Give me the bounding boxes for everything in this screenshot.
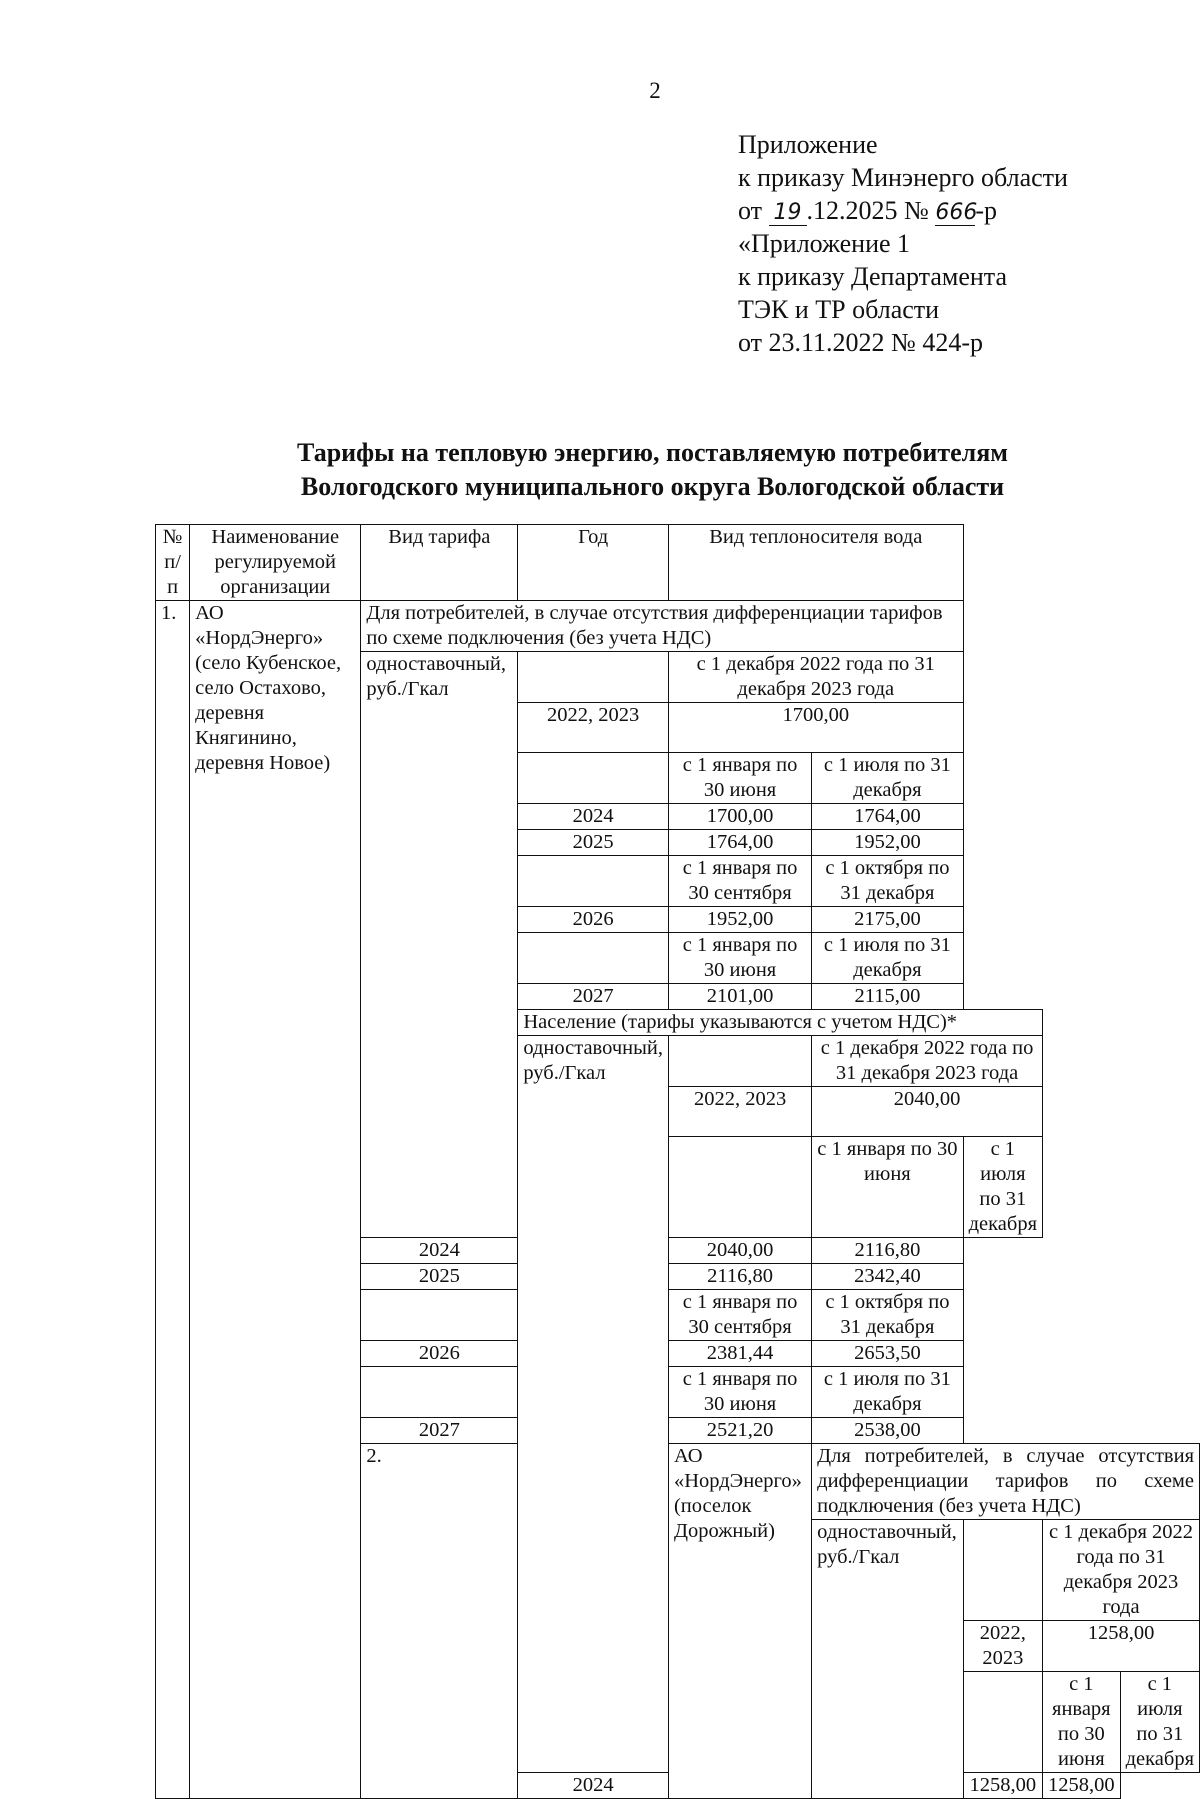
period-label: с 1 декабря 2022 года по 31 декабря 2023 года [1043, 1520, 1200, 1621]
tariff-type: одноставочный, руб./Гкал [812, 1520, 963, 1799]
year-cell [361, 1290, 518, 1341]
tariff-value: 2342,40 [812, 1264, 963, 1290]
tariff-value: 1700,00 [668, 703, 963, 753]
year-cell: 2024 [361, 1238, 518, 1264]
date-rest: .12.2025 № [806, 196, 936, 225]
tariff-type: одноставочный, руб./Гкал [361, 652, 518, 1238]
year-cell: 2025 [518, 830, 669, 856]
date-prefix: от [738, 196, 769, 225]
handwritten-day: 19 [769, 201, 807, 226]
period-label: с 1 января по 30 сентября [668, 856, 811, 907]
header-org: Наименование регулируемой организации [190, 525, 361, 601]
tariff-value: 1258,00 [1043, 1773, 1121, 1799]
appendix-line: к приказу Минэнерго области [738, 163, 1068, 192]
tariff-value: 1764,00 [812, 804, 963, 830]
tariff-value: 1258,00 [963, 1773, 1042, 1799]
year-cell [668, 1137, 811, 1238]
tariff-value: 2381,44 [668, 1341, 811, 1367]
year-cell: 2025 [361, 1264, 518, 1290]
period-label: с 1 октября по 31 декабря [812, 1290, 963, 1341]
tariff-type: одноставочный, руб./Гкал [518, 1036, 669, 1773]
year-cell [668, 1036, 811, 1087]
year-cell: 2022, 2023 [668, 1087, 811, 1137]
table-row [156, 601, 1200, 652]
org-number: 2. [361, 1444, 518, 1799]
consumer-group-label: Для потребителей, в случае отсутствия дифференциации тарифов по схеме подключения (без учета НДС) [812, 1444, 1200, 1520]
org-name: АО «НордЭнерго» (поселок Дорожный) [668, 1444, 811, 1799]
period-label: с 1 июля по 31 декабря [1120, 1672, 1199, 1773]
tariff-value: 2101,00 [668, 984, 811, 1010]
order-suffix: -р [975, 196, 998, 225]
year-cell: 2027 [518, 984, 669, 1010]
document-title [155, 436, 1150, 504]
appendix-block [738, 128, 1068, 359]
period-label: с 1 декабря 2022 года по 31 декабря 2023 года [668, 652, 963, 703]
year-cell [518, 856, 669, 907]
year-cell: 2024 [518, 1773, 669, 1799]
header-year: Год [518, 525, 669, 601]
header-tariff-type: Вид тарифа [361, 525, 518, 601]
tariff-value: 2040,00 [668, 1238, 811, 1264]
year-cell: 2027 [361, 1418, 518, 1444]
appendix-line: ТЭК и ТР области [738, 295, 940, 324]
consumer-group-label: Для потребителей, в случае отсутствия дифференциации тарифов по схеме подключения (без учета НДС) [361, 601, 963, 652]
year-cell [518, 652, 669, 703]
tariff-value: 2115,00 [812, 984, 963, 1010]
appendix-date-line [738, 194, 1068, 227]
org-name: АО «НордЭнерго» (село Кубенское, село Остахово, деревня Княгинино, деревня Новое) [190, 601, 361, 1799]
period-label: с 1 июля по 31 декабря [812, 753, 963, 804]
year-cell: 2022, 2023 [518, 703, 669, 753]
period-label: с 1 июля по 31 декабря [812, 933, 963, 984]
tariff-value: 1700,00 [668, 804, 811, 830]
year-cell: 2026 [518, 907, 669, 933]
period-label: с 1 июля по 31 декабря [963, 1137, 1042, 1238]
title-line: Вологодского муниципального округа Вологодской области [300, 472, 1005, 501]
year-cell [361, 1367, 518, 1418]
handwritten-order-number: 666 [935, 200, 978, 225]
tariff-value: 1764,00 [668, 830, 811, 856]
tariff-value: 2175,00 [812, 907, 963, 933]
period-label: с 1 июля по 31 декабря [812, 1367, 963, 1418]
tariff-value: 1258,00 [1043, 1621, 1200, 1672]
period-label: с 1 января по 30 июня [1043, 1672, 1121, 1773]
consumer-group-label: Население (тарифы указываются с учетом НДС)* [518, 1010, 1043, 1036]
year-cell [518, 753, 669, 804]
title-line: Тарифы на тепловую энергию, поставляемую потребителям [297, 438, 1008, 467]
tariff-value: 2538,00 [812, 1418, 963, 1444]
tariff-table [155, 524, 1200, 1799]
tariff-value: 2116,80 [668, 1264, 811, 1290]
year-cell: 2026 [361, 1341, 518, 1367]
org-number: 1. [156, 601, 190, 1799]
tariff-value: 2116,80 [812, 1238, 963, 1264]
period-label: с 1 января по 30 июня [812, 1137, 963, 1238]
period-label: с 1 января по 30 сентября [668, 1290, 811, 1341]
year-cell [518, 933, 669, 984]
period-label: с 1 октября по 31 декабря [812, 856, 963, 907]
period-label: с 1 декабря 2022 года по 31 декабря 2023 года [812, 1036, 1043, 1087]
page-number: 2 [649, 78, 661, 103]
year-cell [963, 1672, 1042, 1773]
header-num: № п/п [156, 525, 190, 601]
appendix-line: от 23.11.2022 № 424-р [738, 328, 984, 357]
year-cell: 2024 [518, 804, 669, 830]
appendix-line: «Приложение 1 [738, 229, 911, 258]
tariff-value: 2653,50 [812, 1341, 963, 1367]
table-header-row [156, 525, 1200, 601]
tariff-value: 1952,00 [668, 907, 811, 933]
tariff-value: 1952,00 [812, 830, 963, 856]
period-label: с 1 января по 30 июня [668, 933, 811, 984]
header-carrier: Вид теплоносителя вода [668, 525, 963, 601]
appendix-line: Приложение [738, 130, 878, 159]
appendix-line: к приказу Департамента [738, 262, 1008, 291]
year-cell [963, 1520, 1042, 1621]
period-label: с 1 января по 30 июня [668, 1367, 811, 1418]
period-label: с 1 января по 30 июня [668, 753, 811, 804]
year-cell: 2022, 2023 [963, 1621, 1042, 1672]
tariff-value: 2521,20 [668, 1418, 811, 1444]
tariff-value: 2040,00 [812, 1087, 1043, 1137]
